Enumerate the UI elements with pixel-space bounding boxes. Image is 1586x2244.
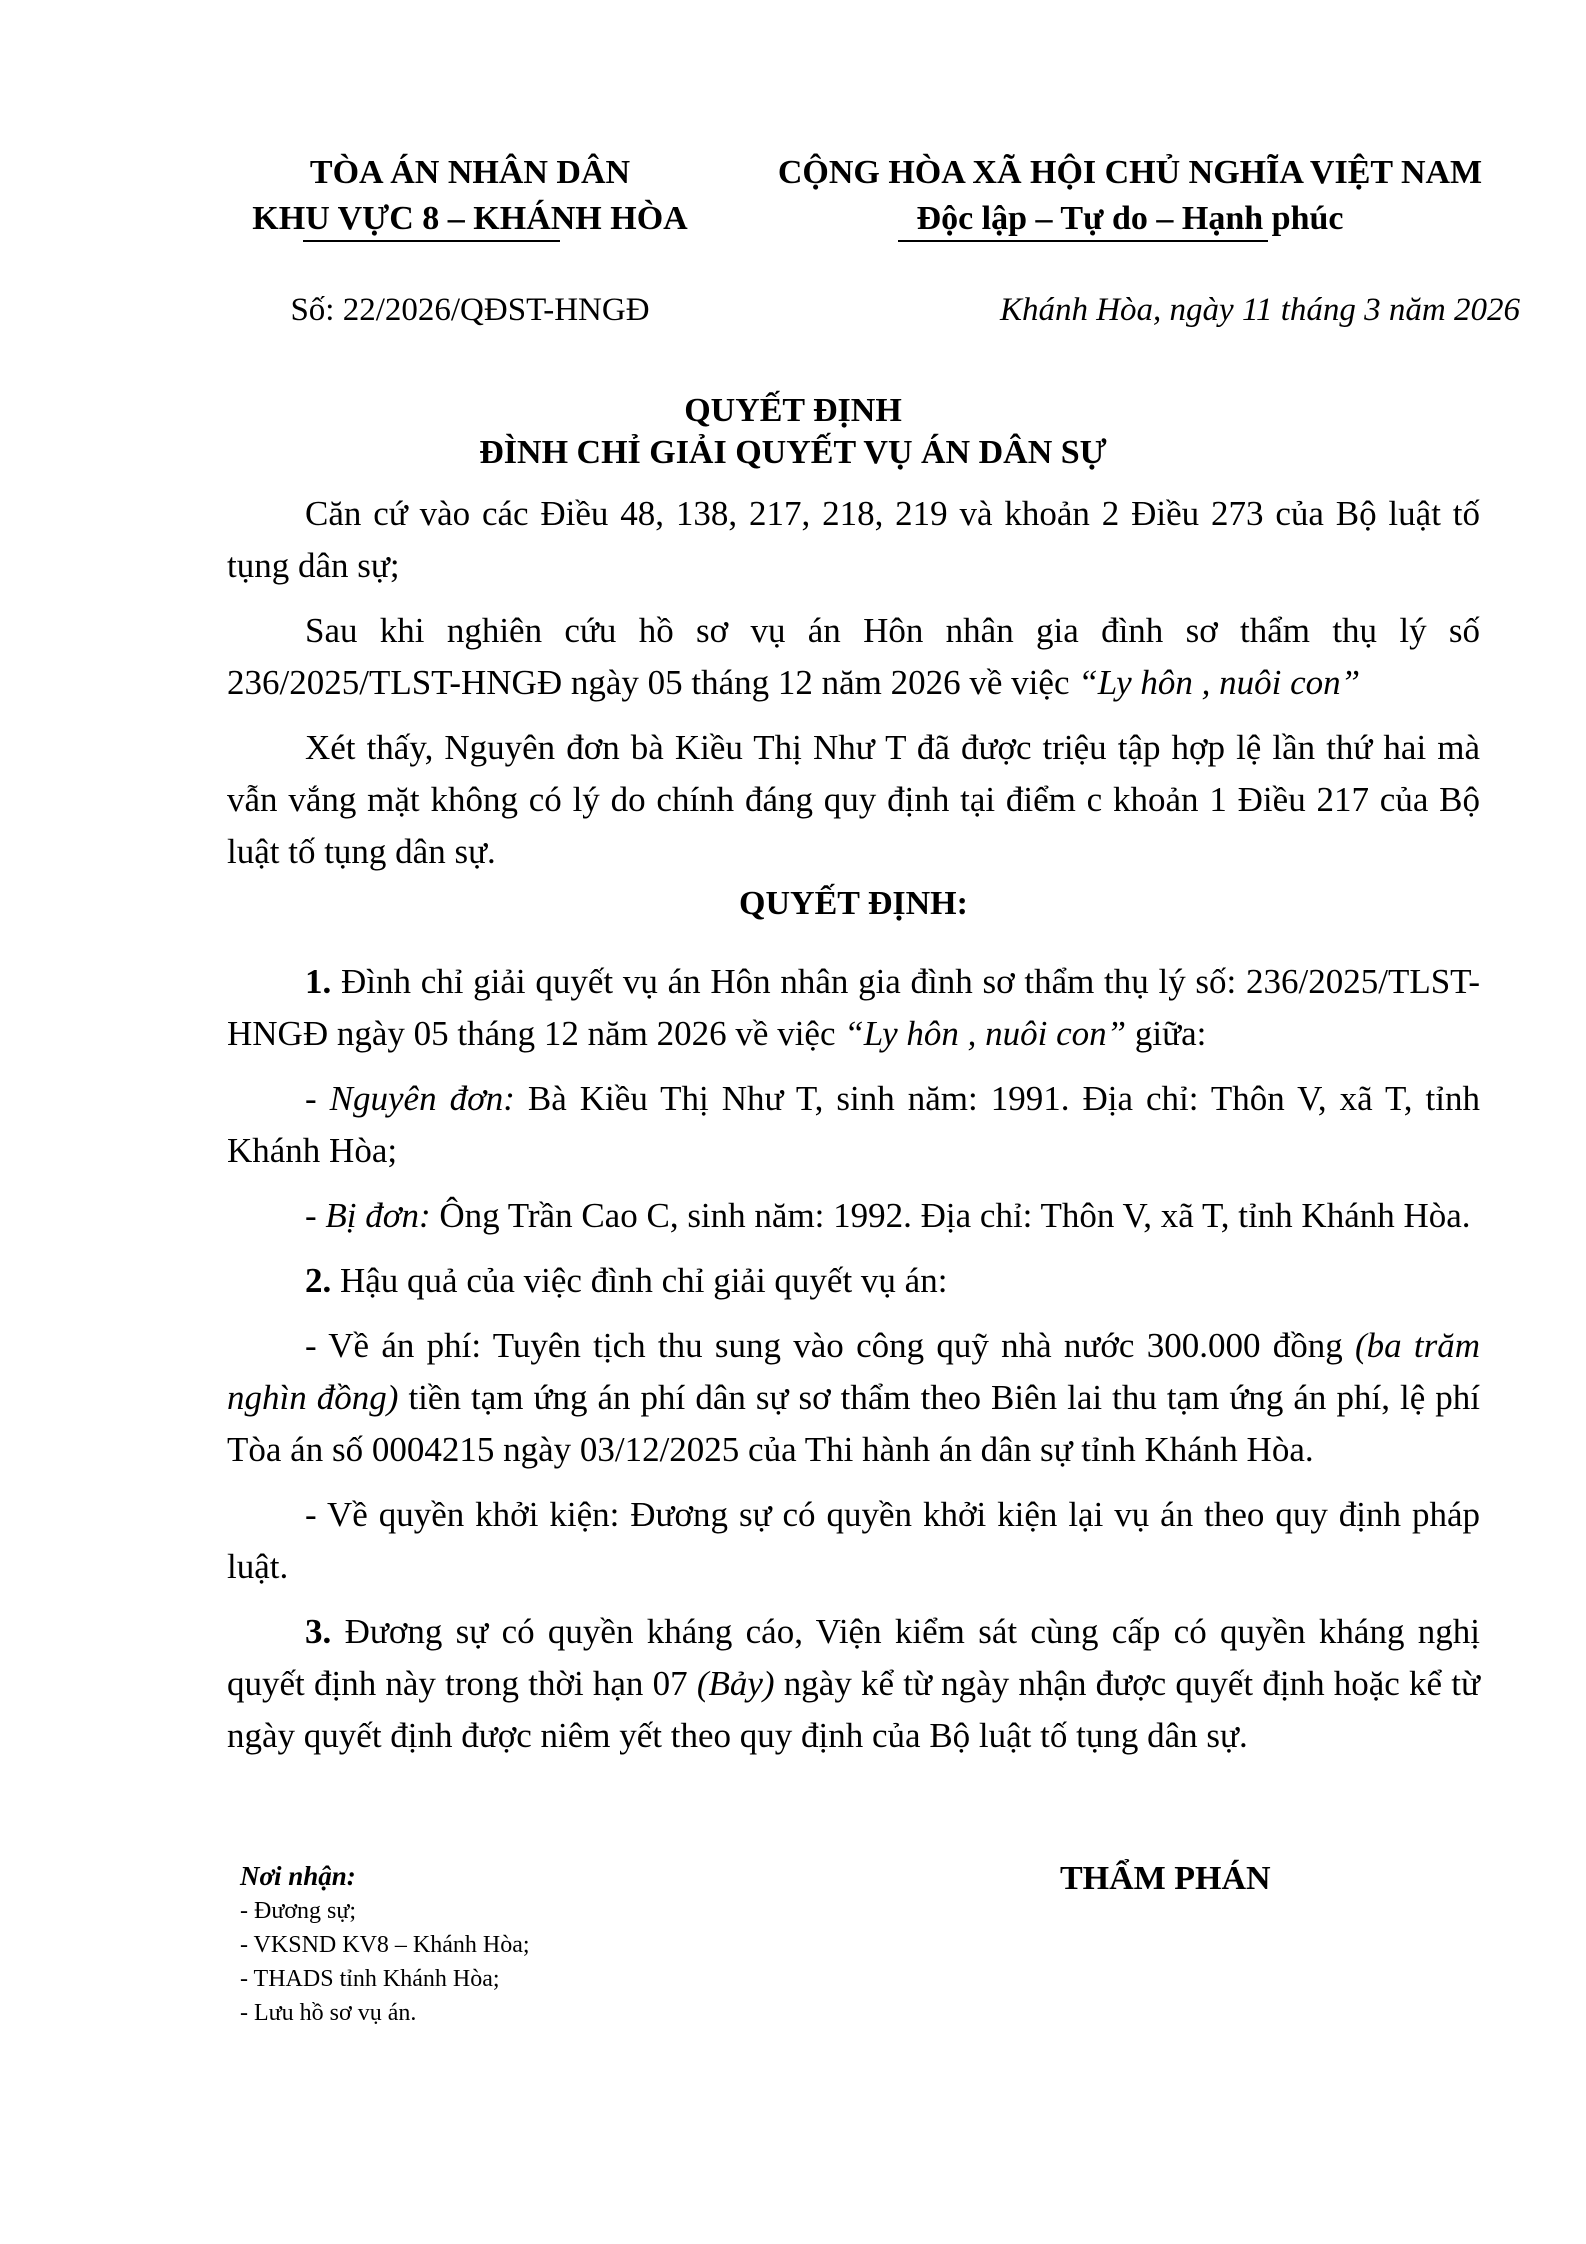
recipients-block [240, 1858, 530, 2030]
recipient-item: - THADS tỉnh Khánh Hòa; [240, 1966, 500, 1992]
court-fee [227, 1320, 1480, 1476]
item-number: 2. [305, 1261, 332, 1300]
defendant-text: Ông Trần Cao C, sinh năm: 1992. Địa chỉ: Thôn V, xã T, tỉnh Khánh Hòa. [430, 1196, 1471, 1235]
decision-item-2 [227, 1255, 1480, 1307]
nation-name: CỘNG HÒA XÃ HỘI CHỦ NGHĨA VIỆT NAM [777, 154, 1483, 191]
fee-in-words: (ba trăm nghìn đồng) [227, 1326, 1481, 1417]
signer-title: THẨM PHÁN [1060, 1860, 1271, 1897]
fee-receipt: tiền tạm ứng án phí dân sự sơ thẩm theo Biên lai thu tạm ứng án phí, lệ phí Tòa án số 0004215 ngày 03/12/2025 của Thi hành án dân sự tỉnh Khánh Hòa. [227, 1378, 1480, 1469]
defendant-label: Bị đơn: [325, 1196, 431, 1235]
finding: Xét thấy, Nguyên đơn bà Kiều Thị Như T đã được triệu tập hợp lệ lần thứ hai mà vẫn vắng mặt không có lý do chính đáng quy định tại điểm c khoản 1 Điều 217 của Bộ luật tố tụng dân sự. [227, 728, 1480, 871]
case-subject: “Ly hôn , nuôi con” [844, 1014, 1127, 1053]
case-review [227, 605, 1480, 709]
recipient-item: - Lưu hồ sơ vụ án. [240, 2000, 417, 2026]
plaintiff-label: Nguyên đơn: [329, 1079, 515, 1118]
decision-item-1 [227, 956, 1480, 1060]
recipients-heading: Nơi nhận: [240, 1861, 356, 1891]
defendant: - Bị đơn: Ông Trần Cao C, sinh năm: 1992. Địa chỉ: Thôn V, xã T, tỉnh Khánh Hòa. [305, 1196, 1471, 1235]
recipient-item: - Đương sự; [240, 1898, 357, 1924]
court-region-text: KHU VỰC 8 – KHÁNH HÒA [252, 200, 688, 237]
plaintiff: - Nguyên đơn: Bà Kiều Thị Như T, sinh năm: 1991. Địa chỉ: Thôn V, xã T, tỉnh Khánh Hòa; [227, 1079, 1481, 1170]
nation-motto-text: Độc lập – Tự do – Hạnh phúc [916, 200, 1344, 237]
motto-underline [898, 240, 1268, 242]
nation-motto [740, 196, 1520, 242]
court-underline [303, 240, 560, 242]
item-number: 3. [305, 1612, 332, 1651]
decision-heading: QUYẾT ĐỊNH: [739, 885, 968, 922]
plaintiff-text: Bà Kiều Thị Như T, sinh năm: 1991. Địa chỉ: Thôn V, xã T, tỉnh Khánh Hòa; [227, 1079, 1481, 1170]
court-name: TÒA ÁN NHÂN DÂN [309, 154, 631, 191]
item-text: Đình chỉ giải quyết vụ án Hôn nhân gia đình sơ thẩm thụ lý số: 236/2025/TLST-HNGĐ ngày 05 tháng 12 năm 2026 về việc [227, 962, 1480, 1053]
legal-basis: Căn cứ vào các Điều 48, 138, 217, 218, 219 và khoản 2 Điều 273 của Bộ luật tố tụng dân sự; [227, 494, 1480, 585]
document-title: QUYẾT ĐỊNH [684, 392, 902, 429]
nation-header [740, 150, 1520, 242]
fee-text: - Về án phí: Tuyên tịch thu sung vào công quỹ nhà nước 300.000 đồng [305, 1326, 1355, 1365]
item-text: Đương sự có quyền kháng cáo, Viện kiểm sát cùng cấp có quyền kháng nghị quyết định này trong thời hạn 07 [227, 1612, 1480, 1703]
item-text-tail: ngày kể từ ngày nhận được quyết định hoặc kể từ ngày quyết định được niêm yết theo quy định của Bộ luật tố tụng dân sự. [227, 1664, 1480, 1755]
document-body [227, 488, 1480, 1762]
decision-item-3 [227, 1606, 1480, 1762]
item-tail: giữa: [1126, 1014, 1207, 1053]
days-in-words: (Bảy) [696, 1664, 775, 1703]
recipient-item: - VKSND KV8 – Khánh Hòa; [240, 1932, 530, 1958]
item-number: 1. [305, 962, 332, 1001]
document-number: Số: 22/2026/QĐST-HNGĐ [290, 292, 650, 328]
place-date: Khánh Hòa, ngày 11 tháng 3 năm 2026 [999, 292, 1520, 328]
court-header [190, 150, 750, 242]
document-subtitle: ĐÌNH CHỈ GIẢI QUYẾT VỤ ÁN DÂN SỰ [479, 434, 1107, 471]
right-to-sue: - Về quyền khởi kiện: Đương sự có quyền khởi kiện lại vụ án theo quy định pháp luật. [227, 1495, 1480, 1586]
court-region [190, 196, 750, 242]
case-review-text: Sau khi nghiên cứu hồ sơ vụ án Hôn nhân gia đình sơ thẩm thụ lý số 236/2025/TLST-HNGĐ ngày 05 tháng 12 năm 2026 về việc [227, 611, 1480, 702]
item-text: Hậu quả của việc đình chỉ giải quyết vụ án: [331, 1261, 948, 1300]
case-subject: “Ly hôn , nuôi con” [1078, 663, 1361, 702]
